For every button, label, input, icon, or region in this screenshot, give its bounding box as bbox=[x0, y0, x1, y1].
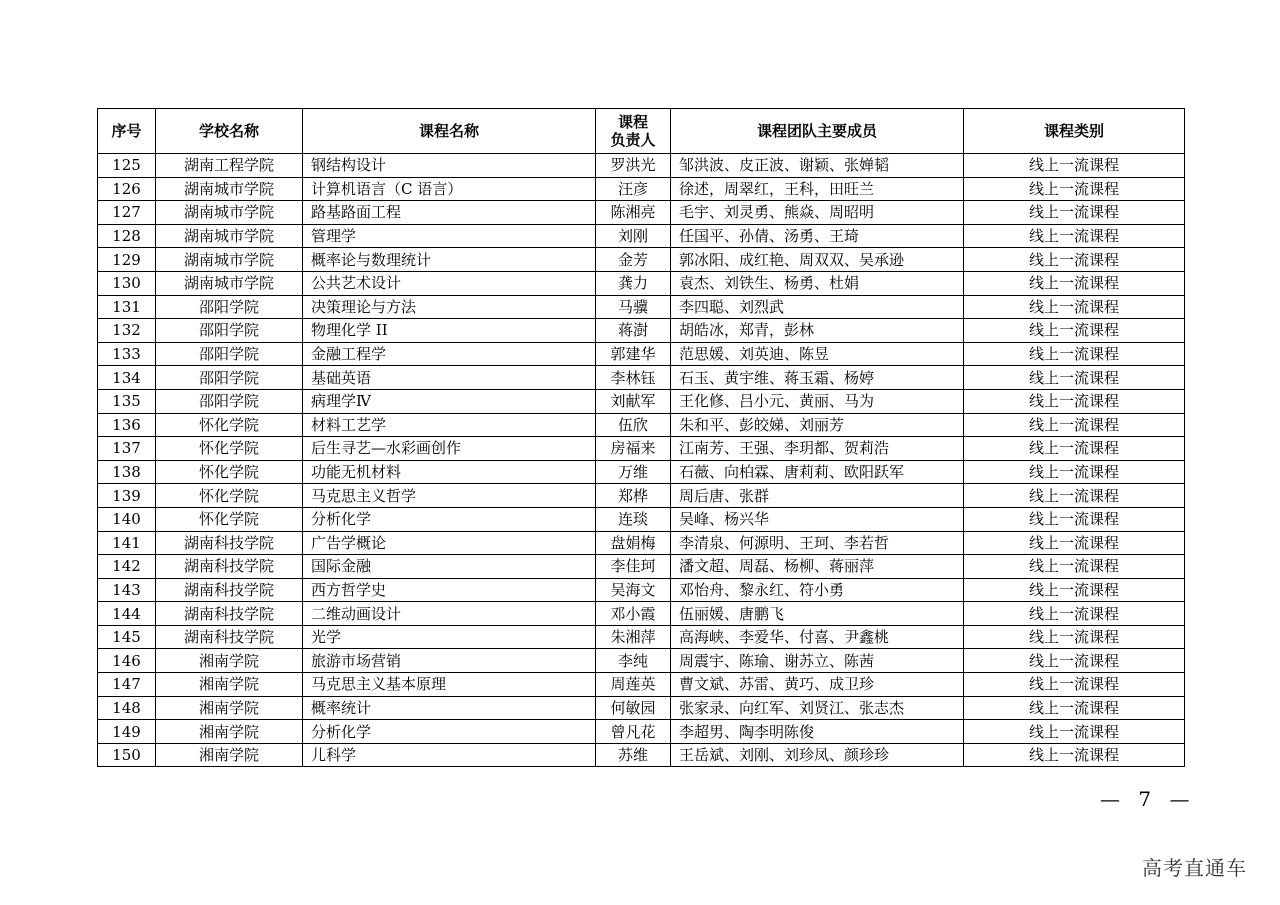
header-leader-line1: 课程 bbox=[617, 113, 648, 131]
cell-category: 线上一流课程 bbox=[964, 531, 1185, 555]
cell-members: 李四聪、刘烈武 bbox=[671, 295, 964, 319]
cell-school: 怀化学院 bbox=[156, 460, 303, 484]
cell-category: 线上一流课程 bbox=[964, 578, 1185, 602]
cell-seq: 127 bbox=[98, 201, 156, 225]
cell-members: 王岳斌、刘刚、刘珍凤、颜珍珍 bbox=[671, 743, 964, 767]
cell-school: 湖南城市学院 bbox=[156, 271, 303, 295]
cell-members: 李清泉、何源明、王珂、李若哲 bbox=[671, 531, 964, 555]
cell-category: 线上一流课程 bbox=[964, 555, 1185, 579]
table-row bbox=[98, 413, 1185, 437]
table-row bbox=[98, 271, 1185, 295]
cell-category: 线上一流课程 bbox=[964, 625, 1185, 649]
cell-category: 线上一流课程 bbox=[964, 720, 1185, 744]
cell-course: 光学 bbox=[303, 625, 596, 649]
cell-members: 徐述，周翠红，王科，田旺兰 bbox=[671, 177, 964, 201]
table-row bbox=[98, 696, 1185, 720]
cell-school: 湖南城市学院 bbox=[156, 248, 303, 272]
header-seq: 序号 bbox=[98, 109, 156, 154]
cell-leader: 邓小霞 bbox=[596, 602, 671, 626]
cell-school: 邵阳学院 bbox=[156, 319, 303, 343]
table-row bbox=[98, 224, 1185, 248]
cell-school: 邵阳学院 bbox=[156, 389, 303, 413]
cell-seq: 129 bbox=[98, 248, 156, 272]
cell-course: 分析化学 bbox=[303, 507, 596, 531]
cell-members: 胡皓冰，郑青，彭林 bbox=[671, 319, 964, 343]
cell-leader: 郭建华 bbox=[596, 342, 671, 366]
table-row bbox=[98, 531, 1185, 555]
cell-category: 线上一流课程 bbox=[964, 271, 1185, 295]
header-members: 课程团队主要成员 bbox=[671, 109, 964, 154]
cell-course: 功能无机材料 bbox=[303, 460, 596, 484]
cell-leader: 刘刚 bbox=[596, 224, 671, 248]
cell-leader: 蒋澍 bbox=[596, 319, 671, 343]
cell-course: 国际金融 bbox=[303, 555, 596, 579]
cell-leader: 汪彦 bbox=[596, 177, 671, 201]
cell-members: 邓怡舟、黎永红、符小勇 bbox=[671, 578, 964, 602]
cell-category: 线上一流课程 bbox=[964, 437, 1185, 461]
cell-leader: 何敏园 bbox=[596, 696, 671, 720]
cell-school: 邵阳学院 bbox=[156, 366, 303, 390]
cell-school: 湘南学院 bbox=[156, 696, 303, 720]
cell-members: 毛宇、刘灵勇、熊焱、周昭明 bbox=[671, 201, 964, 225]
cell-course: 分析化学 bbox=[303, 720, 596, 744]
cell-school: 怀化学院 bbox=[156, 413, 303, 437]
header-leader bbox=[596, 109, 671, 154]
cell-leader: 苏维 bbox=[596, 743, 671, 767]
cell-school: 湘南学院 bbox=[156, 720, 303, 744]
header-course: 课程名称 bbox=[303, 109, 596, 154]
cell-seq: 131 bbox=[98, 295, 156, 319]
cell-course: 材料工艺学 bbox=[303, 413, 596, 437]
cell-members: 石玉、黄宇维、蒋玉霜、杨婷 bbox=[671, 366, 964, 390]
cell-category: 线上一流课程 bbox=[964, 319, 1185, 343]
cell-category: 线上一流课程 bbox=[964, 649, 1185, 673]
cell-school: 湖南科技学院 bbox=[156, 625, 303, 649]
cell-leader: 万维 bbox=[596, 460, 671, 484]
table-row bbox=[98, 295, 1185, 319]
cell-seq: 130 bbox=[98, 271, 156, 295]
cell-course: 儿科学 bbox=[303, 743, 596, 767]
cell-category: 线上一流课程 bbox=[964, 177, 1185, 201]
cell-category: 线上一流课程 bbox=[964, 224, 1185, 248]
cell-seq: 146 bbox=[98, 649, 156, 673]
cell-seq: 150 bbox=[98, 743, 156, 767]
cell-leader: 李佳珂 bbox=[596, 555, 671, 579]
cell-course: 旅游市场营销 bbox=[303, 649, 596, 673]
cell-school: 怀化学院 bbox=[156, 507, 303, 531]
cell-course: 概率统计 bbox=[303, 696, 596, 720]
cell-members: 李超男、陶李明陈俊 bbox=[671, 720, 964, 744]
cell-course: 后生寻艺—水彩画创作 bbox=[303, 437, 596, 461]
cell-seq: 149 bbox=[98, 720, 156, 744]
table-row bbox=[98, 201, 1185, 225]
cell-course: 路基路面工程 bbox=[303, 201, 596, 225]
cell-course: 马克思主义哲学 bbox=[303, 484, 596, 508]
cell-category: 线上一流课程 bbox=[964, 460, 1185, 484]
cell-leader: 房福来 bbox=[596, 437, 671, 461]
table-row bbox=[98, 177, 1185, 201]
cell-leader: 伍欣 bbox=[596, 413, 671, 437]
table-row bbox=[98, 154, 1185, 178]
cell-course: 公共艺术设计 bbox=[303, 271, 596, 295]
table-row bbox=[98, 389, 1185, 413]
cell-course: 计算机语言（C 语言） bbox=[303, 177, 596, 201]
cell-members: 高海峡、李爱华、付喜、尹鑫桃 bbox=[671, 625, 964, 649]
header-leader-line2: 负责人 bbox=[610, 131, 656, 149]
cell-course: 广告学概论 bbox=[303, 531, 596, 555]
cell-seq: 138 bbox=[98, 460, 156, 484]
cell-course: 马克思主义基本原理 bbox=[303, 673, 596, 697]
table-row bbox=[98, 366, 1185, 390]
cell-school: 怀化学院 bbox=[156, 437, 303, 461]
cell-course: 病理学Ⅳ bbox=[303, 389, 596, 413]
cell-seq: 148 bbox=[98, 696, 156, 720]
cell-category: 线上一流课程 bbox=[964, 154, 1185, 178]
cell-school: 湘南学院 bbox=[156, 743, 303, 767]
cell-seq: 128 bbox=[98, 224, 156, 248]
cell-members: 张家录、向红军、刘贤江、张志杰 bbox=[671, 696, 964, 720]
cell-category: 线上一流课程 bbox=[964, 295, 1185, 319]
cell-school: 湘南学院 bbox=[156, 673, 303, 697]
cell-members: 袁杰、刘铁生、杨勇、杜娟 bbox=[671, 271, 964, 295]
cell-seq: 126 bbox=[98, 177, 156, 201]
table-row bbox=[98, 743, 1185, 767]
cell-leader: 吴海文 bbox=[596, 578, 671, 602]
cell-school: 湖南科技学院 bbox=[156, 531, 303, 555]
cell-members: 石薇、向柏霖、唐莉莉、欧阳跃军 bbox=[671, 460, 964, 484]
cell-course: 基础英语 bbox=[303, 366, 596, 390]
table-row bbox=[98, 460, 1185, 484]
cell-leader: 连琰 bbox=[596, 507, 671, 531]
cell-seq: 134 bbox=[98, 366, 156, 390]
cell-leader: 龚力 bbox=[596, 271, 671, 295]
cell-seq: 135 bbox=[98, 389, 156, 413]
cell-seq: 133 bbox=[98, 342, 156, 366]
page-number: — 7 — bbox=[1100, 787, 1196, 811]
cell-seq: 140 bbox=[98, 507, 156, 531]
cell-members: 周后唐、张群 bbox=[671, 484, 964, 508]
cell-leader: 马骥 bbox=[596, 295, 671, 319]
cell-school: 湖南科技学院 bbox=[156, 555, 303, 579]
cell-school: 怀化学院 bbox=[156, 484, 303, 508]
cell-members: 范思媛、刘英迪、陈昱 bbox=[671, 342, 964, 366]
table-row bbox=[98, 248, 1185, 272]
cell-leader: 郑桦 bbox=[596, 484, 671, 508]
cell-category: 线上一流课程 bbox=[964, 696, 1185, 720]
cell-members: 朱和平、彭皎娣、刘丽芳 bbox=[671, 413, 964, 437]
cell-members: 任国平、孙倩、汤勇、王琦 bbox=[671, 224, 964, 248]
cell-category: 线上一流课程 bbox=[964, 366, 1185, 390]
cell-members: 郭冰阳、成红艳、周双双、吴承逊 bbox=[671, 248, 964, 272]
cell-course: 金融工程学 bbox=[303, 342, 596, 366]
cell-members: 邹洪波、皮正波、谢颖、张婵韬 bbox=[671, 154, 964, 178]
watermark: 高考直通车 bbox=[1142, 856, 1247, 880]
table-row bbox=[98, 578, 1185, 602]
cell-leader: 陈湘亮 bbox=[596, 201, 671, 225]
cell-category: 线上一流课程 bbox=[964, 413, 1185, 437]
cell-leader: 曾凡花 bbox=[596, 720, 671, 744]
cell-leader: 李纯 bbox=[596, 649, 671, 673]
cell-category: 线上一流课程 bbox=[964, 743, 1185, 767]
table-row bbox=[98, 555, 1185, 579]
cell-members: 周震宇、陈瑜、谢苏立、陈茜 bbox=[671, 649, 964, 673]
cell-leader: 周莲英 bbox=[596, 673, 671, 697]
cell-seq: 137 bbox=[98, 437, 156, 461]
cell-course: 物理化学 II bbox=[303, 319, 596, 343]
cell-school: 湖南科技学院 bbox=[156, 578, 303, 602]
cell-members: 王化修、吕小元、黄丽、马为 bbox=[671, 389, 964, 413]
cell-category: 线上一流课程 bbox=[964, 673, 1185, 697]
cell-seq: 136 bbox=[98, 413, 156, 437]
cell-seq: 143 bbox=[98, 578, 156, 602]
cell-category: 线上一流课程 bbox=[964, 342, 1185, 366]
cell-leader: 盘娟梅 bbox=[596, 531, 671, 555]
cell-leader: 李林钰 bbox=[596, 366, 671, 390]
cell-seq: 142 bbox=[98, 555, 156, 579]
table-row bbox=[98, 484, 1185, 508]
cell-seq: 145 bbox=[98, 625, 156, 649]
header-school: 学校名称 bbox=[156, 109, 303, 154]
cell-school: 湘南学院 bbox=[156, 649, 303, 673]
cell-seq: 144 bbox=[98, 602, 156, 626]
cell-course: 概率论与数理统计 bbox=[303, 248, 596, 272]
header-category: 课程类别 bbox=[964, 109, 1185, 154]
table-row bbox=[98, 342, 1185, 366]
cell-members: 曹文斌、苏雷、黄巧、成卫珍 bbox=[671, 673, 964, 697]
cell-seq: 147 bbox=[98, 673, 156, 697]
cell-seq: 141 bbox=[98, 531, 156, 555]
cell-course: 决策理论与方法 bbox=[303, 295, 596, 319]
cell-members: 潘文超、周磊、杨柳、蒋丽萍 bbox=[671, 555, 964, 579]
table-row bbox=[98, 625, 1185, 649]
table-body bbox=[98, 154, 1185, 767]
cell-category: 线上一流课程 bbox=[964, 389, 1185, 413]
cell-school: 湖南城市学院 bbox=[156, 224, 303, 248]
cell-leader: 刘献军 bbox=[596, 389, 671, 413]
cell-leader: 金芳 bbox=[596, 248, 671, 272]
cell-school: 湖南工程学院 bbox=[156, 154, 303, 178]
cell-seq: 125 bbox=[98, 154, 156, 178]
cell-category: 线上一流课程 bbox=[964, 248, 1185, 272]
table-row bbox=[98, 673, 1185, 697]
cell-members: 吴峰、杨兴华 bbox=[671, 507, 964, 531]
cell-leader: 罗洪光 bbox=[596, 154, 671, 178]
cell-category: 线上一流课程 bbox=[964, 602, 1185, 626]
cell-school: 邵阳学院 bbox=[156, 342, 303, 366]
table-header-row bbox=[98, 109, 1185, 154]
cell-course: 二维动画设计 bbox=[303, 602, 596, 626]
cell-seq: 139 bbox=[98, 484, 156, 508]
table-row bbox=[98, 437, 1185, 461]
course-table bbox=[97, 108, 1185, 767]
cell-course: 管理学 bbox=[303, 224, 596, 248]
cell-category: 线上一流课程 bbox=[964, 484, 1185, 508]
cell-school: 湖南城市学院 bbox=[156, 201, 303, 225]
cell-category: 线上一流课程 bbox=[964, 507, 1185, 531]
table-row bbox=[98, 319, 1185, 343]
cell-leader: 朱湘萍 bbox=[596, 625, 671, 649]
cell-course: 钢结构设计 bbox=[303, 154, 596, 178]
cell-course: 西方哲学史 bbox=[303, 578, 596, 602]
table-row bbox=[98, 507, 1185, 531]
table-row bbox=[98, 649, 1185, 673]
cell-seq: 132 bbox=[98, 319, 156, 343]
cell-members: 江南芳、王强、李玥都、贺莉浩 bbox=[671, 437, 964, 461]
cell-school: 湖南科技学院 bbox=[156, 602, 303, 626]
cell-members: 伍丽媛、唐鹏飞 bbox=[671, 602, 964, 626]
cell-school: 湖南城市学院 bbox=[156, 177, 303, 201]
table-row bbox=[98, 720, 1185, 744]
table-row bbox=[98, 602, 1185, 626]
cell-category: 线上一流课程 bbox=[964, 201, 1185, 225]
cell-school: 邵阳学院 bbox=[156, 295, 303, 319]
